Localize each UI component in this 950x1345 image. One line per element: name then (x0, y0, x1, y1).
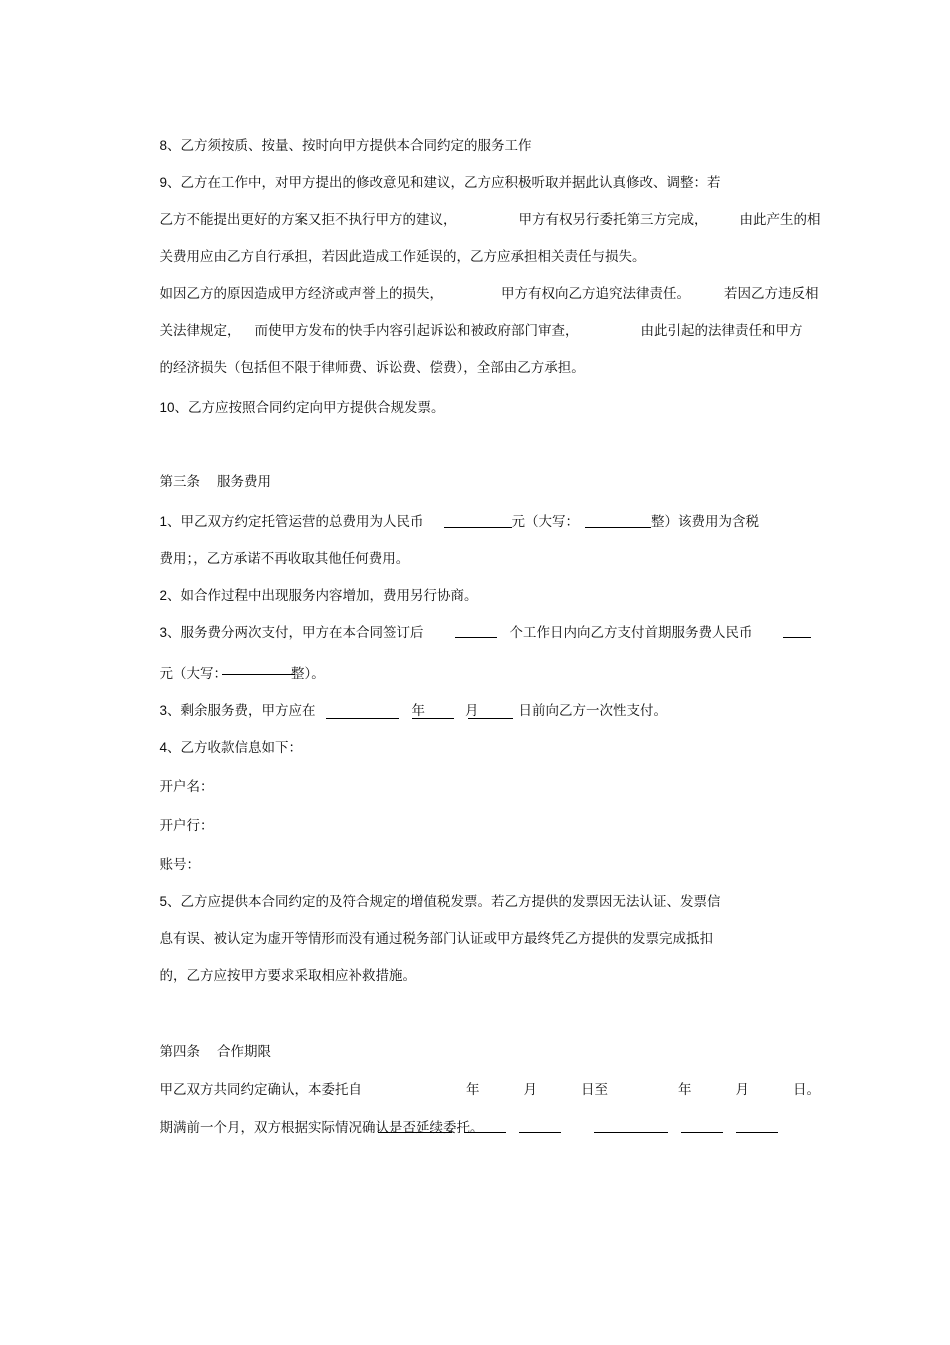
clause-item-9-line-5-part-a: 关法律规定， (159, 323, 241, 338)
term-start-day-blank-rule[interactable] (519, 1132, 561, 1133)
bank-account-name-label: 开户名： (159, 779, 214, 794)
section-three-item-1-part-b: 元（大写： (511, 514, 580, 529)
first-payment-amount-blank-rule[interactable] (783, 637, 811, 638)
section-four-start-year-label: 年 (466, 1082, 480, 1097)
clause-item-9-line-5-part-b: 而使甲方发布的快手内容引起诉讼和被政府部门审查， (254, 323, 579, 338)
bank-account-number-label: 账号： (159, 857, 201, 872)
section-four-heading-number: 第四条 (159, 1044, 201, 1059)
section-four-line-2-text: 期满前一个月，双方根据实际情况确认是否延续委托。 (159, 1120, 484, 1135)
section-three-item-5-line-2-text: 息有误、被认定为虚开等情形而没有通过税务部门认证或甲方最终凭乙方提供的发票完成抵扣 (159, 931, 714, 946)
section-three-item-5-line-3-text: 的，乙方应按甲方要求采取相应补救措施。 (159, 968, 417, 983)
section-four-start-day-label: 日至 (581, 1082, 609, 1097)
first-payment-days-blank-rule[interactable] (455, 637, 497, 638)
section-three-item-4-text: 4、乙方收款信息如下： (159, 740, 303, 755)
section-three-item-5-line-1-text: 5、乙方应提供本合同约定的及符合规定的增值税发票。若乙方提供的发票因无法认证、发票信 (159, 894, 721, 909)
term-start-year-blank-rule[interactable] (378, 1132, 452, 1133)
term-start-month-blank-rule[interactable] (464, 1132, 506, 1133)
clause-item-9-line-5-part-c: 由此引起的法律责任和甲方 (640, 323, 803, 338)
clause-item-10 (137, 384, 811, 432)
clause-item-9-line-1-text: 9、乙方在工作中，对甲方提出的修改意见和建议，乙方应积极听取并据此认真修改、调整：若 (159, 175, 721, 190)
term-end-year-blank-rule[interactable] (594, 1132, 668, 1133)
section-three-item-1-line-2-text: 费用；，乙方承诺不再收取其他任何费用。 (159, 551, 410, 566)
section-three-item-1-part-a: 1、甲乙双方约定托管运营的总费用为人民币 (159, 514, 424, 529)
section-four-heading-title: 合作期限 (217, 1044, 272, 1059)
clause-item-9-line-4-part-a: 如因乙方的原因造成甲方经济或声誉上的损失， (159, 286, 444, 301)
clause-item-10-text: 10、乙方应按照合同约定向甲方提供合规发票。 (159, 400, 445, 415)
clause-item-9-line-3-text: 关费用应由乙方自行承担，若因此造成工作延误的，乙方应承担相关责任与损失。 (159, 249, 646, 264)
section-three-item-3a-part-a: 3、服务费分两次支付，甲方在本合同签订后 (159, 625, 424, 640)
clause-item-9-line-4-part-b: 甲方有权向乙方追究法律责任。 (501, 286, 691, 301)
clause-item-9-line-2-part-c: 由此产生的相 (739, 212, 821, 227)
first-payment-amount-words-blank-rule[interactable] (222, 674, 295, 675)
total-fee-amount-words-blank[interactable] (585, 514, 651, 528)
section-four-line-1-part-a: 甲乙双方共同约定确认，本委托自 (159, 1082, 363, 1097)
section-three-item-3b-part-a: 3、剩余服务费，甲方应在 (159, 703, 316, 718)
remaining-payment-year-blank-rule[interactable] (326, 718, 399, 719)
remaining-payment-day-blank-rule[interactable] (468, 718, 513, 719)
section-three-heading-title: 服务费用 (217, 474, 272, 489)
section-four-end-day-label: 日。 (793, 1082, 821, 1097)
bank-branch-label: 开户行： (159, 818, 214, 833)
section-three-item-3b-year-label: 年 (411, 703, 426, 718)
section-three-item-3a-part-b: 个工作日内向乙方支付首期服务费人民币 (509, 625, 753, 640)
section-four-start-month-label: 月 (523, 1082, 538, 1097)
clause-item-9-line-4-part-c: 若因乙方违反相 (724, 286, 819, 301)
section-four-end-year-label: 年 (678, 1082, 692, 1097)
clause-item-9-line-6-text: 的经济损失（包括但不限于律师费、诉讼费、偿费），全部由乙方承担。 (159, 360, 585, 375)
section-three-heading-number: 第三条 (159, 474, 201, 489)
term-end-month-blank-rule[interactable] (681, 1132, 723, 1133)
total-fee-amount-blank[interactable] (444, 514, 512, 528)
section-three-item-5-line-3 (137, 952, 811, 1000)
section-four-line-2 (137, 1104, 811, 1152)
section-three-item-3a-line-2-part-b: 整）。 (291, 666, 325, 681)
section-three-item-2-text: 2、如合作过程中出现服务内容增加，费用另行协商。 (159, 588, 478, 603)
section-three-item-3a-line-2-part-a: 元（大写： (159, 666, 228, 681)
section-four-end-month-label: 月 (735, 1082, 750, 1097)
term-end-day-blank-rule[interactable] (736, 1132, 778, 1133)
clause-item-9-line-2-part-b: 甲方有权另行委托第三方完成， (518, 212, 708, 227)
clause-item-8-text: 8、乙方须按质、按量、按时向甲方提供本合同约定的服务工作 (159, 138, 532, 153)
section-three-item-3b-month-label: 月 (465, 703, 479, 718)
section-three-item-1-part-c: 整）该费用为含税 (651, 514, 760, 529)
section-three-item-3b-rest: 日前向乙方一次性支付。 (518, 703, 668, 718)
remaining-payment-month-blank-rule[interactable] (412, 718, 454, 719)
clause-item-9-line-2-part-a: 乙方不能提出更好的方案又拒不执行甲方的建议， (159, 212, 457, 227)
